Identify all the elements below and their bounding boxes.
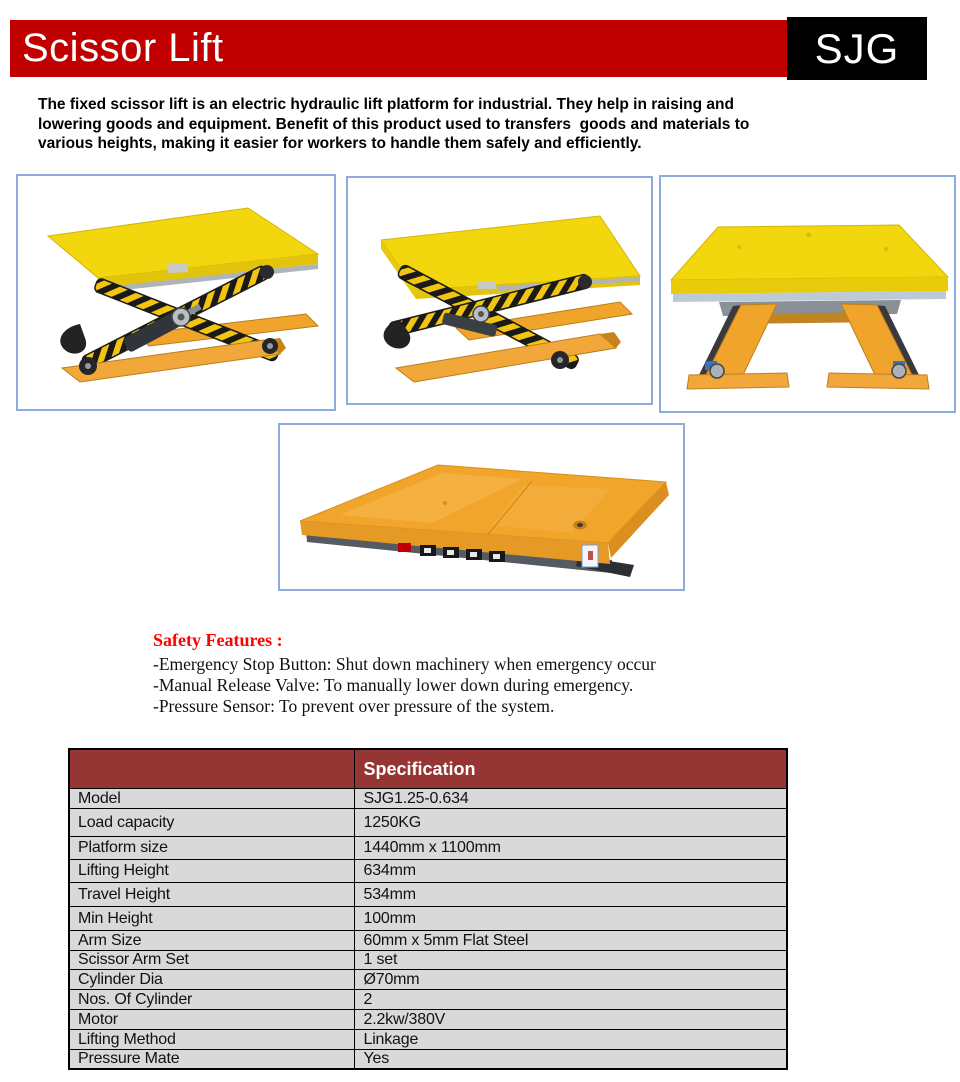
spec-value: 60mm x 5mm Flat Steel	[354, 931, 787, 951]
spec-row-arm-size	[69, 931, 787, 951]
spec-row-pressure-mate	[69, 1050, 787, 1070]
spec-value: SJG1.25-0.634	[354, 789, 787, 809]
spec-header-empty-cell	[69, 749, 354, 789]
title-bar	[10, 20, 787, 77]
spec-value: 2.2kw/380V	[354, 1010, 787, 1030]
spec-row-travel-height	[69, 883, 787, 907]
spec-label: Platform size	[69, 837, 354, 860]
spec-label: Lifting Height	[69, 860, 354, 883]
description-line: The fixed scissor lift is an electric hydraulic lift platform for industrial. They help in raising and	[38, 96, 734, 113]
spec-label: Pressure Mate	[69, 1050, 354, 1070]
spec-value: 1 set	[354, 951, 787, 970]
spec-value: 534mm	[354, 883, 787, 907]
spec-row-cylinder-dia	[69, 970, 787, 990]
scissor-lift-front-low-illustration	[661, 177, 954, 411]
spec-value: 1250KG	[354, 809, 787, 837]
spec-table	[68, 748, 788, 1070]
brand-logo	[787, 17, 927, 80]
product-photo-front-low	[659, 175, 956, 413]
spec-label: Nos. Of Cylinder	[69, 990, 354, 1010]
scissor-lift-angle-mid-illustration	[348, 178, 651, 403]
scissor-lift-side-raised-illustration	[18, 176, 334, 409]
safety-item: -Emergency Stop Button: Shut down machinery when emergency occur	[153, 654, 656, 674]
spec-row-nos-of-cylinder	[69, 990, 787, 1010]
safety-item: -Pressure Sensor: To prevent over pressure of the system.	[153, 696, 555, 716]
spec-row-load-capacity	[69, 809, 787, 837]
spec-row-scissor-arm-set	[69, 951, 787, 970]
spec-label: Scissor Arm Set	[69, 951, 354, 970]
spec-value: 100mm	[354, 907, 787, 931]
spec-value: Linkage	[354, 1030, 787, 1050]
spec-row-lifting-method	[69, 1030, 787, 1050]
spec-label: Lifting Method	[69, 1030, 354, 1050]
safety-item: -Manual Release Valve: To manually lower down during emergency.	[153, 675, 634, 695]
spec-row-model	[69, 789, 787, 809]
product-description	[38, 95, 823, 154]
page-title: Scissor Lift	[22, 26, 224, 70]
spec-label: Model	[69, 789, 354, 809]
spec-header-label: Specification	[354, 749, 787, 789]
spec-row-min-height	[69, 907, 787, 931]
description-line: various heights, making it easier for workers to handle them safely and efficiently.	[38, 135, 642, 152]
spec-row-platform-size	[69, 837, 787, 860]
spec-label: Travel Height	[69, 883, 354, 907]
spec-header-row	[69, 749, 787, 789]
scissor-lift-lowered-illustration	[280, 425, 683, 589]
spec-value: Ø70mm	[354, 970, 787, 990]
spec-value: 1440mm x 1100mm	[354, 837, 787, 860]
spec-value: Yes	[354, 1050, 787, 1070]
product-photo-angle-mid	[346, 176, 653, 405]
spec-label: Load capacity	[69, 809, 354, 837]
spec-label: Min Height	[69, 907, 354, 931]
product-photo-side-raised	[16, 174, 336, 411]
product-photo-platform-lowered	[278, 423, 685, 591]
spec-row-lifting-height	[69, 860, 787, 883]
safety-heading: Safety Features :	[153, 630, 283, 650]
spec-label: Motor	[69, 1010, 354, 1030]
safety-features-section	[153, 630, 656, 717]
spec-value: 2	[354, 990, 787, 1010]
spec-value: 634mm	[354, 860, 787, 883]
brand-text: SJG	[814, 24, 900, 72]
spec-label: Arm Size	[69, 931, 354, 951]
spec-label: Cylinder Dia	[69, 970, 354, 990]
spec-row-motor	[69, 1010, 787, 1030]
description-line: lowering goods and equipment. Benefit of this product used to transfers goods and materials to	[38, 115, 750, 133]
